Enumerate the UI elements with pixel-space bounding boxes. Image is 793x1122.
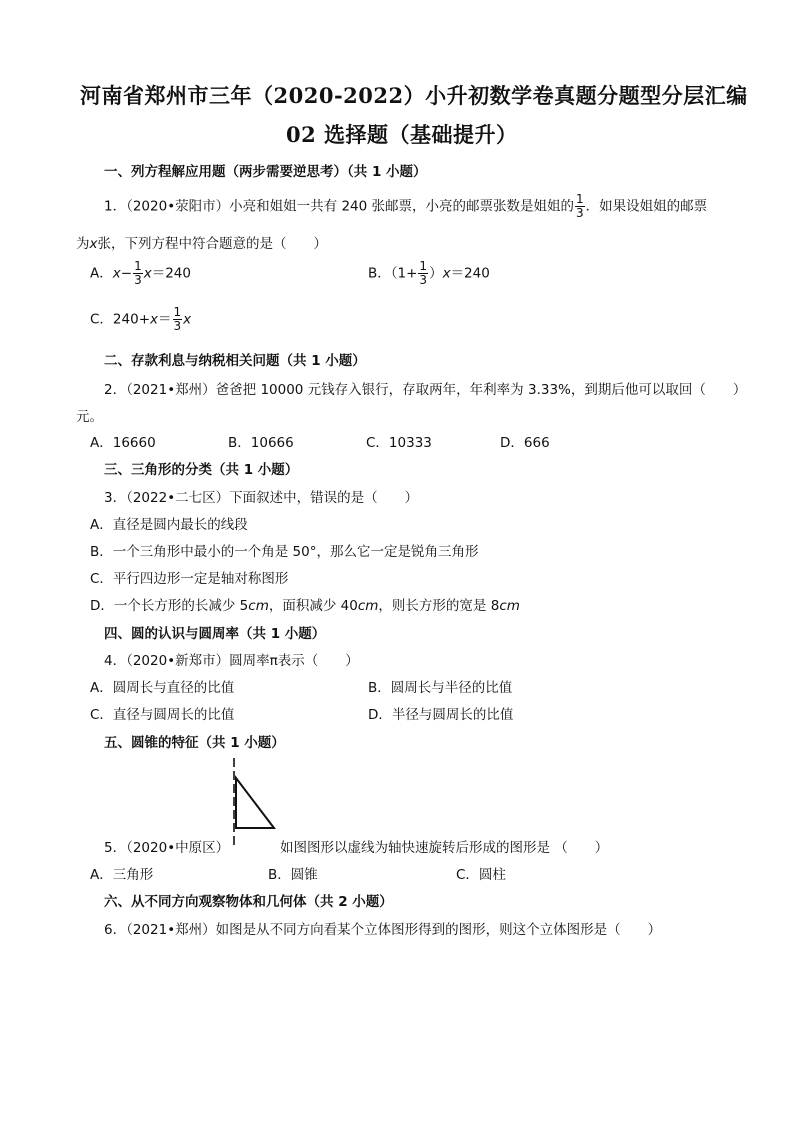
section-5-heading: 五、圆锥的特征（共 1 小题）	[104, 735, 285, 751]
option-3d-text-a: D．一个长方形的长减少 5	[90, 598, 249, 614]
variable-x: x	[150, 311, 159, 328]
question-1-text-b: ．如果设姐姐的邮票	[585, 198, 708, 215]
question-1-text-c1: 为	[76, 236, 90, 252]
right-triangle-shape	[236, 778, 274, 828]
equals-sign: ＝	[158, 311, 172, 328]
unit-cm: cm	[357, 598, 379, 614]
option-2d[interactable]: D．666	[500, 435, 550, 451]
option-5b[interactable]: B．圆锥	[268, 867, 318, 883]
question-1-text-c2: 张，下列方程中符合题意的是（ ）	[97, 236, 327, 252]
variable-x: x	[112, 265, 121, 282]
close-paren: ）	[429, 265, 443, 282]
option-1b[interactable]	[368, 260, 490, 287]
question-2-line1: 2．（2021•郑州）爸爸把 10000 元钱存入银行，存取两年，年利率为 3.33%，到期后他可以取回（ ）	[104, 382, 747, 398]
option-3a[interactable]: A．直径是圆内最长的线段	[90, 517, 248, 533]
variable-x: x	[183, 311, 192, 328]
fraction-numerator: 1	[419, 259, 428, 273]
section-2-heading: 二、存款利息与纳税相关问题（共 1 小题）	[104, 353, 366, 369]
fraction-denominator: 3	[576, 206, 584, 220]
fraction-numerator: 1	[576, 192, 584, 206]
equals-value: ＝240	[151, 265, 191, 282]
question-6: 6．（2021•郑州）如图是从不同方向看某个立体图形得到的图形，则这个立体图形是（ ）	[104, 922, 662, 938]
option-label: C．240+	[90, 311, 151, 328]
fraction-one-third	[418, 260, 428, 287]
option-3c[interactable]: C．平行四边形一定是轴对称图形	[90, 571, 289, 587]
triangle-rotation-figure	[226, 758, 282, 848]
variable-x: x	[89, 236, 98, 252]
option-4a[interactable]: A．圆周长与直径的比值	[90, 680, 235, 696]
option-3d-text-b: ，面积减少 40	[268, 598, 358, 614]
question-1-line1	[104, 193, 707, 220]
unit-cm: cm	[248, 598, 269, 614]
option-2c[interactable]: C．10333	[366, 435, 432, 451]
option-4b[interactable]: B．圆周长与半径的比值	[368, 680, 513, 696]
option-3d-text-c: ，则长方形的宽是 8	[378, 598, 500, 614]
option-2b[interactable]: B．10666	[228, 435, 294, 451]
section-6-heading: 六、从不同方向观察物体和几何体（共 2 小题）	[104, 894, 393, 910]
question-5-prefix: 5．（2020•中原区）	[104, 840, 230, 856]
minus-sign: −	[120, 265, 133, 282]
doc-title-line2: 02 选择题（基础提升）	[286, 122, 518, 147]
section-4-heading: 四、圆的认识与圆周率（共 1 小题）	[104, 626, 326, 642]
fraction-one-third	[575, 193, 585, 220]
option-3b[interactable]: B．一个三角形中最小的一个角是 50°，那么它一定是锐角三角形	[90, 544, 479, 560]
fraction-denominator: 3	[419, 273, 428, 287]
question-1-text-a: 1．（2020•荥阳市）小亮和姐姐一共有 240 张邮票，小亮的邮票张数是姐姐的	[104, 198, 575, 215]
unit-cm: cm	[499, 598, 520, 614]
fraction-one-third	[133, 260, 143, 287]
fraction-denominator: 3	[134, 273, 142, 287]
option-1c[interactable]	[90, 306, 191, 333]
fraction-numerator: 1	[134, 259, 142, 273]
equals-value: ＝240	[450, 265, 490, 282]
fraction-one-third	[173, 306, 183, 333]
option-label: B．（1+	[368, 265, 418, 282]
option-5a[interactable]: A．三角形	[90, 867, 154, 883]
question-4: 4．（2020•新郑市）圆周率π表示（ ）	[104, 653, 359, 669]
question-5-text: 如图图形以虚线为轴快速旋转后形成的图形是 （ ）	[280, 840, 609, 856]
option-4d[interactable]: D．半径与圆周长的比值	[368, 707, 514, 723]
question-3: 3．（2022•二七区）下面叙述中，错误的是（ ）	[104, 490, 419, 506]
section-3-heading: 三、三角形的分类（共 1 小题）	[104, 462, 299, 478]
doc-title-line1: 河南省郑州市三年（2020-2022）小升初数学卷真题分题型分层汇编	[80, 83, 748, 108]
option-label: A．	[90, 265, 113, 282]
fraction-denominator: 3	[173, 319, 182, 333]
option-1a[interactable]	[90, 260, 191, 287]
option-2a[interactable]: A．16660	[90, 435, 156, 451]
variable-x: x	[143, 265, 152, 282]
question-2-line2: 元。	[76, 409, 103, 425]
variable-x: x	[442, 265, 451, 282]
fraction-numerator: 1	[173, 305, 182, 319]
option-4c[interactable]: C．直径与圆周长的比值	[90, 707, 235, 723]
question-1-line2	[76, 232, 327, 252]
section-1-heading: 一、列方程解应用题（两步需要逆思考）（共 1 小题）	[104, 164, 427, 180]
option-3d[interactable]	[90, 594, 520, 614]
option-5c[interactable]: C．圆柱	[456, 867, 506, 883]
